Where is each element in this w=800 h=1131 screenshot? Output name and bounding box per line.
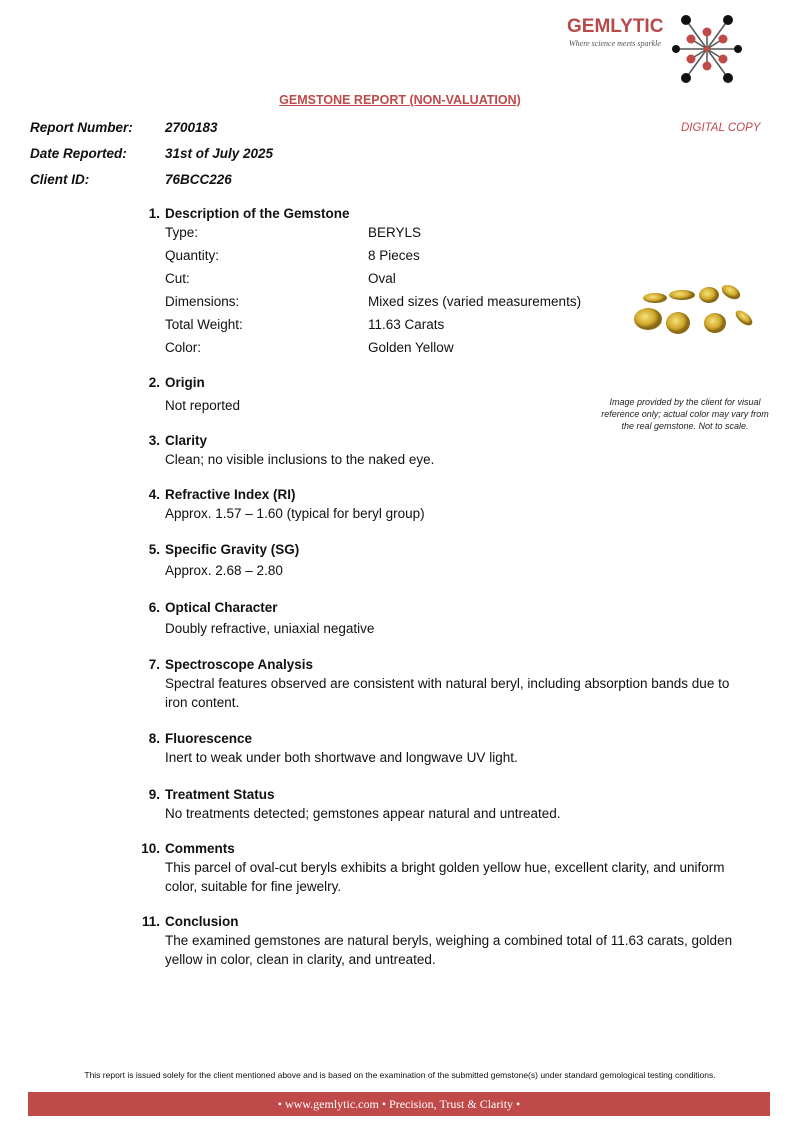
section-clarity: 3. Clarity Clean; no visible inclusions to the naked eye.	[148, 433, 435, 467]
date-reported-value: 31st of July 2025	[165, 146, 274, 161]
footer-disclaimer: This report is issued solely for the client mentioned above and is based on the examination of the submitted gemstone(s) under standard gemological testing conditions.	[84, 1070, 716, 1080]
footer-band: • www.gemlytic.com • Precision, Trust & Clarity •	[28, 1092, 770, 1116]
section-title: Origin	[165, 375, 205, 390]
client-id-value: 76BCC226	[165, 172, 232, 187]
section-treatment: 9. Treatment Status No treatments detected; gemstones appear natural and untreated.	[148, 787, 561, 821]
detail-row: Type: BERYLS	[165, 225, 422, 240]
section-optical-character: 6. Optical Character Doubly refractive, uniaxial negative	[148, 600, 375, 636]
image-caption: Image provided by the client for visual reference only; actual color may vary from the real gemstone. Not to scale.	[601, 397, 769, 431]
section-title: Description of the Gemstone	[165, 206, 350, 221]
date-reported-label: Date Reported:	[30, 146, 127, 161]
section-number: 1.	[148, 206, 160, 221]
section-title: Comments	[165, 841, 235, 856]
brand-name: GEMLYTIC	[567, 16, 664, 37]
section-title: Optical Character	[165, 600, 278, 615]
section-title: Treatment Status	[165, 787, 275, 802]
digital-copy-label: DIGITAL COPY	[681, 122, 761, 134]
section-title: Clarity	[165, 433, 208, 448]
logo-molecule-icon	[672, 12, 742, 84]
section-conclusion: 11. Conclusion The examined gemstones are natural beryls, weighing a combined total of 11.63 carats, golden yellow in color, clean in clarity, and untreated.	[141, 914, 733, 967]
section-comments: 10. Comments This parcel of oval-cut beryls exhibits a bright golden yellow hue, excellent clarity, and uniform color, suitable for fine jewelry.	[141, 841, 725, 894]
section-title: Conclusion	[165, 914, 239, 929]
section-title: Specific Gravity (SG)	[165, 542, 300, 557]
report-number-label: Report Number:	[30, 120, 133, 135]
section-description	[120, 206, 640, 363]
section-specific-gravity: 5. Specific Gravity (SG) Approx. 2.68 – 2.80	[148, 542, 300, 578]
section-title: Refractive Index (RI)	[165, 487, 296, 502]
detail-row: Cut: Oval	[165, 271, 396, 286]
detail-row: Quantity: 8 Pieces	[165, 248, 420, 263]
section-origin: 2. Origin Not reported	[148, 375, 241, 413]
section-fluorescence: 8. Fluorescence Inert to weak under both shortwave and longwave UV light.	[148, 731, 518, 765]
brand-tagline: Where science meets sparkle	[569, 39, 661, 48]
detail-row: Color: Golden Yellow	[165, 340, 454, 355]
detail-row: Total Weight: 11.63 Carats	[165, 317, 445, 332]
section-title: Fluorescence	[165, 731, 253, 746]
section-spectroscope: 7. Spectroscope Analysis Spectral features observed are consistent with natural beryl, including absorption bands due to iron content.	[148, 657, 730, 710]
client-id-label: Client ID:	[30, 172, 90, 187]
detail-row: Dimensions: Mixed sizes (varied measurements)	[165, 294, 582, 309]
report-number-value: 2700183	[165, 120, 218, 135]
section-refractive-index: 4. Refractive Index (RI) Approx. 1.57 – 1.60 (typical for beryl group)	[148, 487, 425, 521]
report-title: GEMSTONE REPORT (NON-VALUATION)	[279, 93, 521, 107]
section-title: Spectroscope Analysis	[165, 657, 314, 672]
gemstone-photo	[605, 285, 765, 340]
